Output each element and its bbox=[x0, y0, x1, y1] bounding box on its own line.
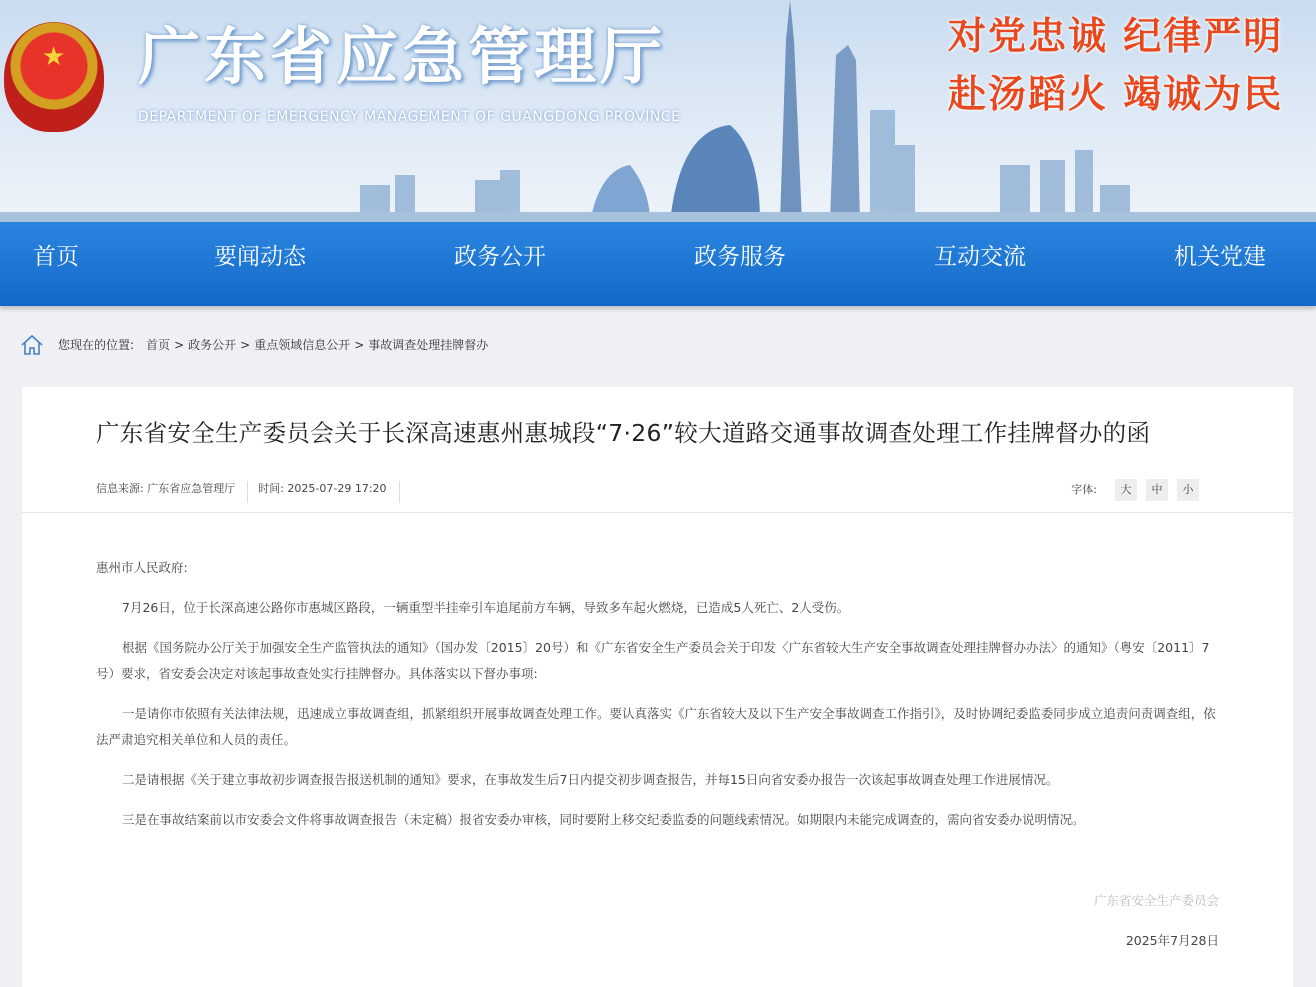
article-card bbox=[22, 387, 1293, 987]
breadcrumb bbox=[20, 333, 488, 357]
document-date: 2025年7月28日 bbox=[1125, 933, 1219, 948]
breadcrumb-current[interactable]: 事故调查处理挂牌督办 bbox=[368, 338, 489, 352]
nav-interaction[interactable]: 互动交流 bbox=[934, 244, 1026, 270]
breadcrumb-key-areas[interactable]: 重点领域信息公开 bbox=[254, 338, 351, 352]
main-nav bbox=[0, 222, 1316, 306]
nav-news[interactable]: 要闻动态 bbox=[214, 244, 306, 270]
site-title: 广东省应急管理厅 bbox=[138, 20, 667, 93]
article-source: 信息来源: 广东省应急管理厅 bbox=[96, 481, 248, 503]
article-meta bbox=[96, 481, 410, 503]
site-subtitle: DEPARTMENT OF EMERGENCY MANAGEMENT OF GUANGDONG PROVINCE bbox=[138, 109, 681, 125]
article-body bbox=[96, 555, 1216, 847]
breadcrumb-gov-affairs[interactable]: 政务公开 bbox=[188, 338, 237, 352]
breadcrumb-home[interactable]: 首页 bbox=[146, 338, 171, 352]
divider bbox=[22, 512, 1293, 513]
paragraph: 三是在事故结案前以市安委会文件将事故调查报告（未定稿）报省安委办审核，同时要附上移交纪委监委的问题线索情况。如期限内未能完成调查的，需向省安委办说明情况。 bbox=[122, 812, 1085, 827]
breadcrumb-label: 您现在的位置: bbox=[58, 338, 135, 352]
national-emblem-logo bbox=[4, 22, 104, 132]
nav-gov-affairs-public[interactable]: 政务公开 bbox=[454, 244, 546, 270]
breadcrumb-separator: > bbox=[174, 338, 185, 352]
star-icon: ★ bbox=[42, 42, 66, 72]
slogan-line-1: 对党忠诚 纪律严明 bbox=[948, 14, 1284, 58]
nav-gov-services[interactable]: 政务服务 bbox=[694, 244, 786, 270]
font-size-switcher bbox=[1071, 479, 1199, 501]
slogan-line-2: 赴汤蹈火 竭诚为民 bbox=[948, 72, 1284, 116]
site-banner bbox=[0, 0, 1316, 222]
font-large-button[interactable]: 大 bbox=[1115, 479, 1137, 501]
salutation: 惠州市人民政府: bbox=[96, 560, 188, 575]
article-time: 时间: 2025-07-29 17:20 bbox=[258, 481, 399, 503]
article-title: 广东省安全生产委员会关于长深高速惠州惠城段“7·26”较大道路交通事故调查处理工作挂牌督办的函 bbox=[96, 419, 1151, 447]
font-size-label: 字体: bbox=[1071, 483, 1097, 496]
font-medium-button[interactable]: 中 bbox=[1146, 479, 1168, 501]
font-small-button[interactable]: 小 bbox=[1177, 479, 1199, 501]
nav-party-building[interactable]: 机关党建 bbox=[1174, 244, 1266, 270]
paragraph: 7月26日，位于长深高速公路你市惠城区路段，一辆重型半挂牵引车追尾前方车辆，导致多车起火燃烧，已造成5人死亡、2人受伤。 bbox=[122, 600, 850, 615]
breadcrumb-separator: > bbox=[354, 338, 365, 352]
signature: 广东省安全生产委员会 bbox=[1093, 893, 1219, 908]
breadcrumb-separator: > bbox=[240, 338, 251, 352]
paragraph: 一是请你市依照有关法律法规，迅速成立事故调查组，抓紧组织开展事故调查处理工作。要认真落实《广东省较大及以下生产安全事故调查工作指引》，及时协调纪委监委同步成立追责问责调查组，依法严肃追究相关单位和人员的责任。 bbox=[96, 706, 1216, 747]
home-icon bbox=[20, 333, 44, 357]
nav-home[interactable]: 首页 bbox=[33, 244, 79, 270]
paragraph: 二是请根据《关于建立事故初步调查报告报送机制的通知》要求，在事故发生后7日内提交初步调查报告，并每15日向省安委办报告一次该起事故调查处理工作进展情况。 bbox=[122, 772, 1059, 787]
paragraph: 根据《国务院办公厅关于加强安全生产监管执法的通知》（国办发〔2015〕20号）和《广东省安全生产委员会关于印发〈广东省较大生产安全事故调查处理挂牌督办办法〉的通知》（粤安〔2011〕7号）要求，省安委会决定对该起事故查处实行挂牌督办。具体落实以下督办事项: bbox=[96, 640, 1210, 681]
